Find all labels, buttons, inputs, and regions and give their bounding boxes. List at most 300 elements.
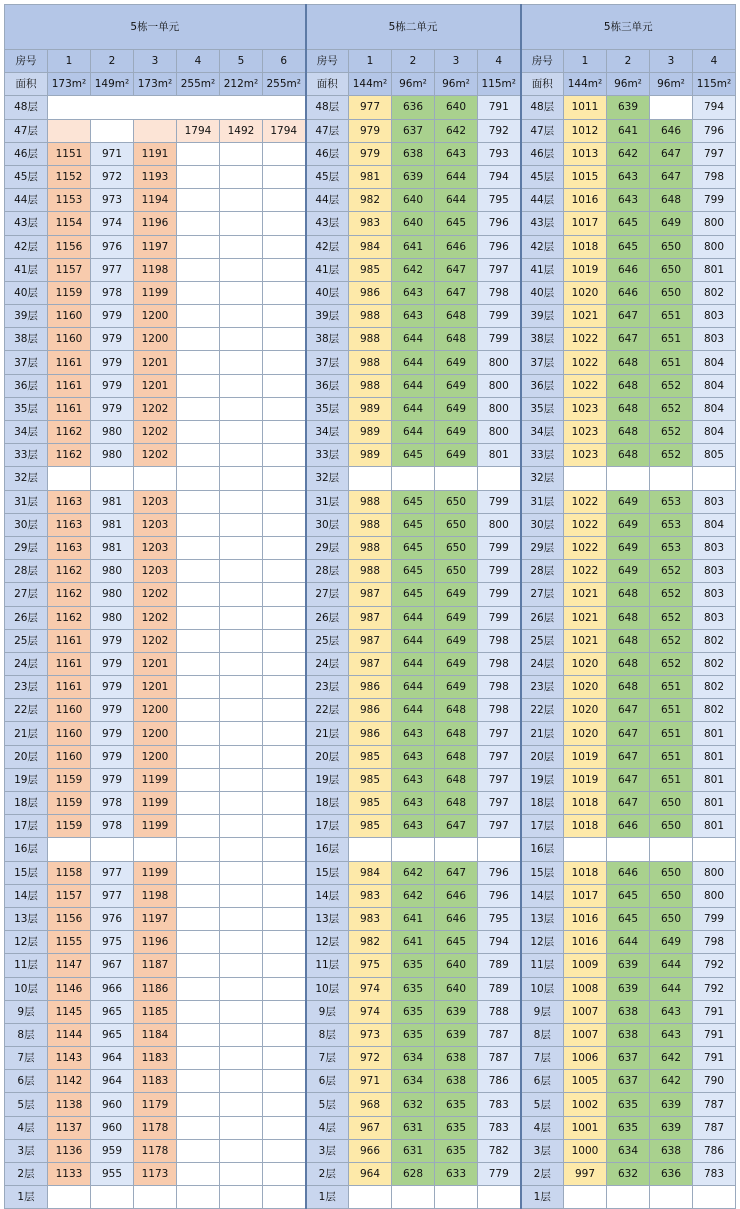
floor-label: 31层 (306, 490, 349, 513)
price-cell: 1203 (134, 536, 177, 559)
price-cell (263, 1116, 306, 1139)
floor-label: 47层 (306, 119, 349, 142)
price-cell: 651 (650, 351, 693, 374)
floor-label: 23层 (306, 676, 349, 699)
price-cell (435, 838, 478, 861)
price-cell: 652 (650, 560, 693, 583)
price-cell: 649 (435, 629, 478, 652)
price-cell (263, 165, 306, 188)
price-cell: 1005 (564, 1070, 607, 1093)
floor-row (5, 907, 736, 930)
price-cell (564, 838, 607, 861)
price-cell (220, 652, 263, 675)
price-cell: 1794 (177, 119, 220, 142)
price-cell: 972 (349, 1047, 392, 1070)
price-cell (263, 281, 306, 304)
price-cell (263, 884, 306, 907)
price-cell: 791 (693, 1000, 736, 1023)
floor-label: 21层 (521, 722, 564, 745)
price-cell: 639 (435, 1000, 478, 1023)
price-cell: 1159 (48, 281, 91, 304)
price-cell: 649 (650, 212, 693, 235)
price-cell: 1161 (48, 397, 91, 420)
price-cell (693, 467, 736, 490)
price-cell (220, 954, 263, 977)
price-cell: 650 (650, 792, 693, 815)
price-cell: 972 (91, 165, 134, 188)
price-cell: 643 (392, 305, 435, 328)
price-cell: 649 (607, 536, 650, 559)
price-cell: 650 (650, 907, 693, 930)
floor-label: 31层 (5, 490, 48, 513)
price-cell: 800 (478, 513, 521, 536)
price-cell (263, 560, 306, 583)
price-cell: 964 (91, 1070, 134, 1093)
price-cell: 650 (650, 861, 693, 884)
price-cell: 652 (650, 397, 693, 420)
price-cell (220, 189, 263, 212)
price-cell: 1146 (48, 977, 91, 1000)
price-cell: 649 (435, 421, 478, 444)
price-cell: 1020 (564, 652, 607, 675)
floor-row (5, 1116, 736, 1139)
price-cell: 651 (650, 676, 693, 699)
price-cell: 1018 (564, 792, 607, 815)
price-cell (177, 815, 220, 838)
price-cell (263, 815, 306, 838)
floor-row (5, 258, 736, 281)
price-cell (220, 212, 263, 235)
price-cell: 650 (435, 513, 478, 536)
price-cell: 1007 (564, 1000, 607, 1023)
price-cell: 635 (392, 1000, 435, 1023)
floor-label: 8层 (306, 1023, 349, 1046)
price-cell: 783 (693, 1163, 736, 1186)
price-cell (134, 838, 177, 861)
price-cell: 801 (693, 722, 736, 745)
area-row (5, 73, 736, 96)
price-cell (134, 1186, 177, 1209)
price-cell: 799 (478, 328, 521, 351)
price-cell (177, 676, 220, 699)
price-cell: 799 (693, 189, 736, 212)
price-cell: 648 (607, 652, 650, 675)
room-area: 96m² (435, 73, 478, 96)
room-area: 115m² (693, 73, 736, 96)
price-cell: 645 (435, 931, 478, 954)
price-cell: 979 (349, 142, 392, 165)
price-cell: 1199 (134, 281, 177, 304)
floor-label: 18层 (5, 792, 48, 815)
price-cell: 802 (693, 629, 736, 652)
price-cell (220, 513, 263, 536)
price-cell (220, 792, 263, 815)
price-cell: 983 (349, 907, 392, 930)
price-cell: 1015 (564, 165, 607, 188)
floor-row (5, 792, 736, 815)
floor-row (5, 838, 736, 861)
price-cell (220, 1163, 263, 1186)
floor-label: 38层 (521, 328, 564, 351)
price-cell: 649 (435, 606, 478, 629)
floor-label: 11层 (306, 954, 349, 977)
price-cell: 1152 (48, 165, 91, 188)
price-cell (263, 977, 306, 1000)
floor-label: 13层 (5, 907, 48, 930)
price-cell: 636 (650, 1163, 693, 1186)
price-cell (220, 606, 263, 629)
room-number: 3 (435, 50, 478, 73)
price-cell: 1202 (134, 629, 177, 652)
floor-label: 42层 (521, 235, 564, 258)
floor-label: 36层 (5, 374, 48, 397)
price-cell (263, 536, 306, 559)
room-number: 4 (177, 50, 220, 73)
floor-label: 10层 (521, 977, 564, 1000)
price-cell (263, 1163, 306, 1186)
price-cell: 979 (91, 745, 134, 768)
price-cell: 786 (478, 1070, 521, 1093)
price-cell (220, 745, 263, 768)
price-cell: 641 (392, 235, 435, 258)
price-cell (220, 374, 263, 397)
price-cell: 642 (650, 1070, 693, 1093)
price-cell: 959 (91, 1139, 134, 1162)
price-cell (177, 235, 220, 258)
price-cell (263, 861, 306, 884)
room-area: 173m² (48, 73, 91, 96)
price-cell (220, 768, 263, 791)
price-cell: 640 (435, 954, 478, 977)
price-cell: 985 (349, 768, 392, 791)
price-cell: 639 (607, 954, 650, 977)
floor-label: 15层 (306, 861, 349, 884)
price-cell: 997 (564, 1163, 607, 1186)
price-cell (177, 768, 220, 791)
floor-row (5, 815, 736, 838)
floor-label: 11层 (521, 954, 564, 977)
price-cell: 1161 (48, 351, 91, 374)
price-cell: 803 (693, 560, 736, 583)
floor-label: 27层 (306, 583, 349, 606)
price-cell: 979 (91, 351, 134, 374)
price-cell: 650 (435, 536, 478, 559)
price-cell: 648 (435, 722, 478, 745)
floor-label: 28层 (306, 560, 349, 583)
floor-row (5, 1000, 736, 1023)
price-cell: 652 (650, 374, 693, 397)
price-cell: 645 (607, 884, 650, 907)
price-cell: 800 (693, 884, 736, 907)
price-cell (134, 119, 177, 142)
room-area: 149m² (91, 73, 134, 96)
price-cell: 1162 (48, 444, 91, 467)
floor-row (5, 931, 736, 954)
price-cell: 797 (478, 792, 521, 815)
price-cell (263, 722, 306, 745)
price-cell (177, 1186, 220, 1209)
price-cell: 988 (349, 328, 392, 351)
price-cell: 973 (349, 1023, 392, 1046)
price-cell: 1022 (564, 513, 607, 536)
price-cell (177, 977, 220, 1000)
price-cell: 650 (650, 258, 693, 281)
room-area: 96m² (607, 73, 650, 96)
price-cell: 985 (349, 815, 392, 838)
price-cell: 783 (478, 1116, 521, 1139)
price-cell (177, 444, 220, 467)
price-cell: 988 (349, 536, 392, 559)
price-cell: 642 (435, 119, 478, 142)
price-cell: 649 (607, 560, 650, 583)
floor-label: 21层 (5, 722, 48, 745)
price-cell: 1794 (263, 119, 306, 142)
price-cell: 802 (693, 676, 736, 699)
price-cell: 1020 (564, 722, 607, 745)
price-cell: 975 (91, 931, 134, 954)
price-cell: 647 (435, 258, 478, 281)
price-cell: 643 (435, 142, 478, 165)
price-cell (177, 258, 220, 281)
price-cell (220, 931, 263, 954)
price-cell: 989 (349, 421, 392, 444)
price-cell: 803 (693, 536, 736, 559)
price-cell (177, 328, 220, 351)
price-cell (220, 142, 263, 165)
price-cell: 798 (478, 629, 521, 652)
price-cell (478, 1186, 521, 1209)
price-cell: 635 (435, 1116, 478, 1139)
price-cell: 979 (91, 722, 134, 745)
price-cell: 634 (392, 1070, 435, 1093)
price-cell: 989 (349, 444, 392, 467)
price-cell (220, 305, 263, 328)
price-cell (177, 397, 220, 420)
price-cell: 640 (392, 189, 435, 212)
floor-label: 10层 (5, 977, 48, 1000)
price-cell (177, 838, 220, 861)
price-cell (177, 281, 220, 304)
price-cell: 987 (349, 583, 392, 606)
price-cell: 1200 (134, 305, 177, 328)
floor-label: 22层 (521, 699, 564, 722)
price-cell: 966 (91, 977, 134, 1000)
price-cell: 637 (607, 1070, 650, 1093)
floor-label: 30层 (521, 513, 564, 536)
price-cell: 793 (478, 142, 521, 165)
price-cell: 796 (478, 884, 521, 907)
price-cell: 647 (607, 745, 650, 768)
price-cell: 800 (478, 397, 521, 420)
price-cell: 1163 (48, 536, 91, 559)
price-cell: 779 (478, 1163, 521, 1186)
price-cell: 795 (478, 189, 521, 212)
price-cell: 643 (607, 165, 650, 188)
price-cell: 1173 (134, 1163, 177, 1186)
floor-label: 43层 (5, 212, 48, 235)
price-cell: 653 (650, 536, 693, 559)
price-cell: 649 (435, 676, 478, 699)
floor-label: 28层 (5, 560, 48, 583)
price-cell: 795 (478, 907, 521, 930)
price-cell: 1163 (48, 513, 91, 536)
price-cell: 643 (607, 189, 650, 212)
price-cell: 1020 (564, 699, 607, 722)
floor-label: 17层 (5, 815, 48, 838)
unit-title-row (5, 5, 736, 50)
price-cell: 976 (91, 235, 134, 258)
price-cell: 1200 (134, 699, 177, 722)
price-cell: 653 (650, 513, 693, 536)
room-area: 255m² (177, 73, 220, 96)
price-cell: 1203 (134, 560, 177, 583)
price-cell (263, 792, 306, 815)
price-cell (177, 536, 220, 559)
price-cell: 1018 (564, 235, 607, 258)
floor-label: 4层 (5, 1116, 48, 1139)
price-cell: 640 (392, 212, 435, 235)
price-cell: 644 (392, 397, 435, 420)
price-cell: 642 (650, 1047, 693, 1070)
price-cell: 1202 (134, 444, 177, 467)
price-cell: 1023 (564, 397, 607, 420)
price-cell: 632 (392, 1093, 435, 1116)
price-cell: 1145 (48, 1000, 91, 1023)
floor-row (5, 189, 736, 212)
price-cell (263, 189, 306, 212)
price-cell (263, 258, 306, 281)
price-cell: 647 (607, 305, 650, 328)
price-cell: 979 (91, 768, 134, 791)
price-cell: 631 (392, 1116, 435, 1139)
price-cell: 1183 (134, 1047, 177, 1070)
price-cell: 644 (392, 606, 435, 629)
price-cell: 647 (607, 768, 650, 791)
price-cell: 648 (435, 768, 478, 791)
floor-label: 41层 (5, 258, 48, 281)
price-cell: 791 (693, 1047, 736, 1070)
price-cell: 1023 (564, 421, 607, 444)
price-cell: 647 (607, 722, 650, 745)
price-cell: 796 (478, 212, 521, 235)
price-cell: 1013 (564, 142, 607, 165)
price-cell: 1162 (48, 560, 91, 583)
floor-label: 20层 (5, 745, 48, 768)
price-cell: 979 (349, 119, 392, 142)
floor-row (5, 467, 736, 490)
price-cell: 652 (650, 583, 693, 606)
price-cell (263, 467, 306, 490)
price-cell: 794 (478, 931, 521, 954)
price-cell: 649 (435, 444, 478, 467)
price-cell: 650 (650, 884, 693, 907)
floor-label: 37层 (521, 351, 564, 374)
price-cell (220, 560, 263, 583)
price-cell: 637 (392, 119, 435, 142)
floor-label: 30层 (5, 513, 48, 536)
price-cell: 647 (435, 281, 478, 304)
price-cell: 796 (478, 861, 521, 884)
price-cell: 797 (478, 258, 521, 281)
price-cell: 981 (349, 165, 392, 188)
price-cell: 1154 (48, 212, 91, 235)
floor-label: 34层 (521, 421, 564, 444)
floor-label: 39层 (521, 305, 564, 328)
price-cell (177, 142, 220, 165)
price-cell: 1203 (134, 513, 177, 536)
price-cell: 650 (435, 560, 478, 583)
price-cell: 647 (607, 328, 650, 351)
floor-label: 12层 (5, 931, 48, 954)
price-cell: 989 (349, 397, 392, 420)
price-cell: 646 (435, 907, 478, 930)
floor-label: 37层 (306, 351, 349, 374)
room-area: 212m² (220, 73, 263, 96)
price-cell (263, 699, 306, 722)
price-cell: 971 (91, 142, 134, 165)
floor-label: 22层 (306, 699, 349, 722)
price-cell: 645 (607, 907, 650, 930)
price-cell: 1200 (134, 328, 177, 351)
price-cell: 1196 (134, 931, 177, 954)
floor-label: 16层 (306, 838, 349, 861)
price-cell: 801 (693, 258, 736, 281)
price-cell: 977 (91, 258, 134, 281)
floor-label: 41层 (306, 258, 349, 281)
price-cell: 799 (478, 490, 521, 513)
floor-label: 25层 (306, 629, 349, 652)
price-cell (177, 652, 220, 675)
price-cell: 979 (91, 374, 134, 397)
price-cell: 800 (693, 212, 736, 235)
floor-label: 5层 (5, 1093, 48, 1116)
floor-label: 47层 (521, 119, 564, 142)
room-number: 2 (607, 50, 650, 73)
price-cell (564, 467, 607, 490)
price-cell: 1019 (564, 745, 607, 768)
price-cell: 801 (693, 745, 736, 768)
floor-label: 40层 (306, 281, 349, 304)
price-cell: 642 (607, 142, 650, 165)
floor-row (5, 722, 736, 745)
price-cell: 955 (91, 1163, 134, 1186)
floor-label: 14层 (521, 884, 564, 907)
price-cell: 1016 (564, 189, 607, 212)
price-cell (91, 1186, 134, 1209)
price-cell: 979 (91, 699, 134, 722)
price-cell: 648 (607, 351, 650, 374)
price-cell (177, 421, 220, 444)
price-cell: 981 (91, 536, 134, 559)
room-header-label: 房号 (521, 50, 564, 73)
price-cell: 649 (607, 490, 650, 513)
price-cell: 782 (478, 1139, 521, 1162)
floor-label: 42层 (5, 235, 48, 258)
floor-label: 12层 (306, 931, 349, 954)
price-cell: 985 (349, 792, 392, 815)
price-cell: 1137 (48, 1116, 91, 1139)
floor-row (5, 96, 736, 119)
floor-label: 34层 (306, 421, 349, 444)
price-cell: 1022 (564, 490, 607, 513)
price-cell (349, 838, 392, 861)
price-cell: 1187 (134, 954, 177, 977)
price-cell: 651 (650, 745, 693, 768)
price-cell: 979 (91, 397, 134, 420)
price-cell: 639 (607, 96, 650, 119)
floor-label: 5层 (521, 1093, 564, 1116)
price-cell: 986 (349, 676, 392, 699)
